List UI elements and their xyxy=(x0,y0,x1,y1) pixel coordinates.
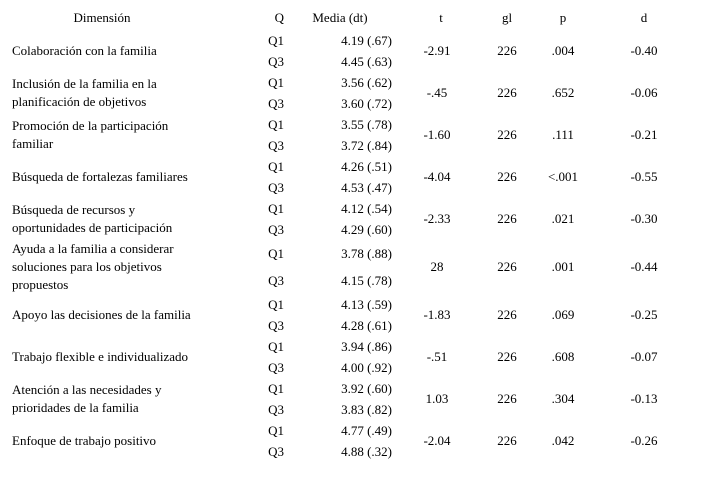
q1-label: Q1 xyxy=(268,159,284,174)
q3-label: Q3 xyxy=(268,222,284,237)
dimension-cell xyxy=(6,294,248,336)
q1-label: Q1 xyxy=(268,381,284,396)
header-row xyxy=(6,5,702,30)
dimension-line: Apoyo las decisiones de la familia xyxy=(12,307,191,322)
t-value: -2.04 xyxy=(423,433,451,448)
d-value: -0.30 xyxy=(630,211,658,226)
q3-label: Q3 xyxy=(268,318,284,333)
q3-label: Q3 xyxy=(268,138,284,153)
q1-label: Q1 xyxy=(268,201,284,216)
gl-value: 226 xyxy=(497,433,517,448)
t-value: -2.33 xyxy=(423,211,451,226)
dimension-line: Enfoque de trabajo positivo xyxy=(12,433,157,448)
dimension-line: Búsqueda de recursos y xyxy=(12,202,136,217)
q1-label: Q1 xyxy=(268,423,284,438)
gl-value: 226 xyxy=(497,85,517,100)
q3-mean: 4.15 (.78) xyxy=(341,273,392,288)
d-value: -0.25 xyxy=(630,307,658,322)
header-dimension: Dimensión xyxy=(73,9,131,25)
dimension-line: Trabajo flexible e individualizado xyxy=(12,349,189,364)
q3-label: Q3 xyxy=(268,54,284,69)
gl-value: 226 xyxy=(497,169,517,184)
dimension-line: Inclusión de la familia en la xyxy=(12,76,157,91)
gl-value: 226 xyxy=(497,391,517,406)
q1-mean: 3.55 (.78) xyxy=(341,117,392,132)
p-value: .652 xyxy=(551,85,575,100)
d-value: -0.44 xyxy=(630,259,658,274)
q3-mean: 4.45 (.63) xyxy=(341,54,392,69)
header-p: p xyxy=(559,9,567,25)
q1-label: Q1 xyxy=(268,75,284,90)
p-value: .004 xyxy=(551,43,575,58)
d-value: -0.55 xyxy=(630,169,658,184)
q3-mean: 4.88 (.32) xyxy=(341,444,392,459)
dimension-line: Ayuda a la familia a considerar xyxy=(12,241,174,256)
header-t: t xyxy=(439,9,443,25)
table-row xyxy=(6,240,702,267)
t-value: -.45 xyxy=(426,85,448,100)
dimension-line: Colaboración con la familia xyxy=(12,43,157,58)
d-value: -0.07 xyxy=(630,349,658,364)
q1-label: Q1 xyxy=(268,117,284,132)
q1-mean: 3.94 (.86) xyxy=(341,339,392,354)
d-value: -0.26 xyxy=(630,433,658,448)
dimension-cell xyxy=(6,240,248,294)
d-value: -0.40 xyxy=(630,43,658,58)
gl-value: 226 xyxy=(497,349,517,364)
q3-label: Q3 xyxy=(268,273,284,288)
q3-label: Q3 xyxy=(268,360,284,375)
q3-mean: 4.28 (.61) xyxy=(341,318,392,333)
d-value: -0.21 xyxy=(630,127,658,142)
gl-value: 226 xyxy=(497,43,517,58)
dimension-cell xyxy=(6,378,248,420)
header-d: d xyxy=(640,9,648,25)
q3-mean: 4.29 (.60) xyxy=(341,222,392,237)
dimension-cell xyxy=(6,336,248,378)
q1-mean: 4.77 (.49) xyxy=(341,423,392,438)
dimension-line: propuestos xyxy=(12,277,69,292)
dimension-cell xyxy=(6,420,248,462)
dimension-line: oportunidades de participación xyxy=(12,220,173,235)
header-q: Q xyxy=(274,9,284,25)
q3-mean: 4.00 (.92) xyxy=(341,360,392,375)
t-value: -1.83 xyxy=(423,307,451,322)
header-gl: gl xyxy=(501,9,513,25)
t-value: -1.60 xyxy=(423,127,451,142)
q1-mean: 3.92 (.60) xyxy=(341,381,392,396)
q1-mean: 4.12 (.54) xyxy=(341,201,392,216)
dimension-line: familiar xyxy=(12,136,54,151)
dimension-line: Búsqueda de fortalezas familiares xyxy=(12,169,188,184)
q1-label: Q1 xyxy=(268,246,284,261)
q3-label: Q3 xyxy=(268,402,284,417)
gl-value: 226 xyxy=(497,259,517,274)
table-row xyxy=(6,198,702,219)
dimension-line: planificación de objetivos xyxy=(12,94,147,109)
q3-label: Q3 xyxy=(268,444,284,459)
q3-mean: 4.53 (.47) xyxy=(341,180,392,195)
q1-mean: 4.26 (.51) xyxy=(341,159,392,174)
p-value: .001 xyxy=(551,259,575,274)
dimension-line: soluciones para los objetivos xyxy=(12,259,162,274)
q3-mean: 3.83 (.82) xyxy=(341,402,392,417)
t-value: 28 xyxy=(430,259,444,274)
q1-mean: 4.13 (.59) xyxy=(341,297,392,312)
q3-label: Q3 xyxy=(268,96,284,111)
p-value: .042 xyxy=(551,433,575,448)
t-value: -.51 xyxy=(426,349,448,364)
q1-mean: 3.78 (.88) xyxy=(341,246,392,261)
q3-label: Q3 xyxy=(268,180,284,195)
p-value: .069 xyxy=(551,307,575,322)
table-body xyxy=(6,30,702,462)
header-mean: Media (dt) xyxy=(312,9,368,25)
q1-mean: 4.19 (.67) xyxy=(341,33,392,48)
q1-label: Q1 xyxy=(268,297,284,312)
table-row xyxy=(6,420,702,441)
q3-mean: 3.72 (.84) xyxy=(341,138,392,153)
dimension-cell xyxy=(6,156,248,198)
table-row xyxy=(6,294,702,315)
table-row xyxy=(6,30,702,51)
gl-value: 226 xyxy=(497,211,517,226)
results-table xyxy=(6,5,702,462)
dimension-cell xyxy=(6,114,248,156)
p-value: .111 xyxy=(552,127,574,142)
table-row xyxy=(6,72,702,93)
t-value: 1.03 xyxy=(425,391,449,406)
p-value: <.001 xyxy=(547,169,579,184)
p-value: .021 xyxy=(551,211,575,226)
table-row xyxy=(6,156,702,177)
gl-value: 226 xyxy=(497,307,517,322)
table-row xyxy=(6,336,702,357)
p-value: .608 xyxy=(551,349,575,364)
t-value: -4.04 xyxy=(423,169,451,184)
dimension-line: Atención a las necesidades y xyxy=(12,382,162,397)
dimension-line: prioridades de la familia xyxy=(12,400,139,415)
dimension-cell xyxy=(6,198,248,240)
dimension-line: Promoción de la participación xyxy=(12,118,169,133)
p-value: .304 xyxy=(551,391,575,406)
q1-mean: 3.56 (.62) xyxy=(341,75,392,90)
q3-mean: 3.60 (.72) xyxy=(341,96,392,111)
table-row xyxy=(6,378,702,399)
q1-label: Q1 xyxy=(268,339,284,354)
dimension-cell xyxy=(6,30,248,72)
t-value: -2.91 xyxy=(423,43,451,58)
dimension-cell xyxy=(6,72,248,114)
gl-value: 226 xyxy=(497,127,517,142)
table-row xyxy=(6,114,702,135)
q1-label: Q1 xyxy=(268,33,284,48)
d-value: -0.06 xyxy=(630,85,658,100)
d-value: -0.13 xyxy=(630,391,658,406)
